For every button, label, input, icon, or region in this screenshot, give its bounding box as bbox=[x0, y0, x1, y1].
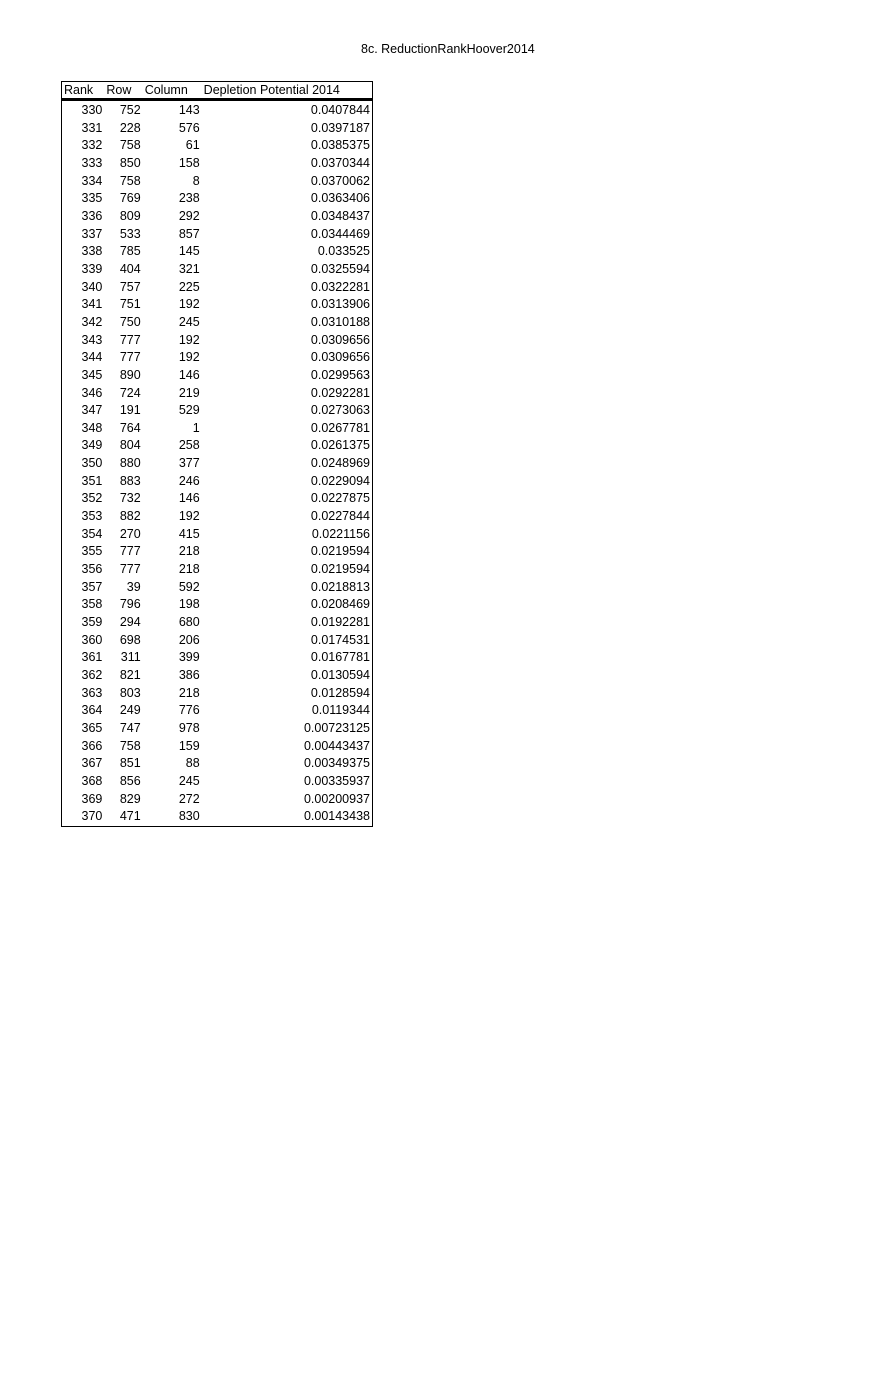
cell-rank: 362 bbox=[81, 668, 103, 682]
table-row bbox=[62, 402, 373, 420]
cell-depletion-potential: 0.0167781 bbox=[310, 650, 370, 665]
cell-depletion-potential: 0.0309656 bbox=[310, 350, 370, 365]
cell-rank: 341 bbox=[81, 297, 103, 312]
table-row bbox=[62, 473, 373, 491]
cell-rank: 364 bbox=[81, 703, 103, 718]
table-row bbox=[62, 349, 373, 367]
cell-rank: 337 bbox=[81, 226, 103, 241]
cell-depletion-potential: 0.0192281 bbox=[310, 615, 370, 630]
table-body bbox=[62, 100, 373, 827]
cell-rank: 360 bbox=[81, 632, 103, 647]
cell-rank: 330 bbox=[81, 103, 103, 117]
cell-rank: 350 bbox=[81, 456, 103, 471]
cell-depletion-potential: 0.00443437 bbox=[303, 738, 370, 753]
header-depletion-potential: Depletion Potential 2014 bbox=[202, 82, 373, 100]
cell-column: 321 bbox=[178, 261, 200, 276]
cell-rank: 351 bbox=[81, 473, 103, 488]
cell-column: 272 bbox=[178, 791, 200, 806]
cell-rank: 366 bbox=[81, 738, 103, 753]
cell-rank: 369 bbox=[81, 791, 103, 806]
cell-rank: 352 bbox=[81, 491, 103, 506]
cell-row: 829 bbox=[119, 791, 141, 806]
cell-depletion-potential: 0.0370344 bbox=[310, 155, 370, 170]
cell-row: 809 bbox=[119, 208, 141, 223]
cell-depletion-potential: 0.0299563 bbox=[310, 367, 370, 382]
cell-column: 192 bbox=[178, 332, 200, 347]
cell-rank: 368 bbox=[81, 773, 103, 788]
cell-row: 757 bbox=[119, 279, 141, 294]
cell-depletion-potential: 0.0370062 bbox=[310, 173, 370, 188]
cell-column: 192 bbox=[178, 297, 200, 312]
cell-row: 758 bbox=[119, 138, 141, 153]
table-row bbox=[62, 173, 373, 191]
table-row bbox=[62, 332, 373, 350]
cell-row: 851 bbox=[119, 756, 141, 771]
cell-rank: 363 bbox=[81, 685, 103, 700]
cell-row: 294 bbox=[119, 615, 141, 630]
cell-row: 724 bbox=[119, 385, 141, 400]
cell-depletion-potential: 0.0344469 bbox=[310, 226, 370, 241]
cell-depletion-potential: 0.0363406 bbox=[310, 191, 370, 206]
cell-row: 785 bbox=[119, 244, 141, 259]
cell-depletion-potential: 0.0407844 bbox=[310, 103, 370, 117]
cell-rank: 355 bbox=[81, 544, 103, 559]
table-row bbox=[62, 190, 373, 208]
table-row bbox=[62, 137, 373, 155]
cell-column: 592 bbox=[178, 579, 200, 594]
table-row bbox=[62, 667, 373, 685]
table-row bbox=[62, 296, 373, 314]
cell-column: 146 bbox=[178, 491, 200, 506]
cell-column: 159 bbox=[178, 738, 200, 753]
cell-depletion-potential: 0.0174531 bbox=[310, 632, 370, 647]
cell-column: 146 bbox=[178, 367, 200, 382]
cell-depletion-potential: 0.0309656 bbox=[310, 332, 370, 347]
cell-depletion-potential: 0.0292281 bbox=[310, 385, 370, 400]
cell-column: 198 bbox=[178, 597, 200, 612]
cell-depletion-potential: 0.0267781 bbox=[310, 420, 370, 435]
cell-row: 777 bbox=[119, 562, 141, 577]
cell-column: 225 bbox=[178, 279, 200, 294]
cell-rank: 347 bbox=[81, 403, 103, 418]
cell-rank: 338 bbox=[81, 244, 103, 259]
cell-row: 880 bbox=[119, 456, 141, 471]
cell-rank: 349 bbox=[81, 438, 103, 453]
cell-depletion-potential: 0.0313906 bbox=[310, 297, 370, 312]
cell-row: 39 bbox=[126, 579, 141, 594]
cell-rank: 336 bbox=[81, 208, 103, 223]
cell-column: 143 bbox=[178, 103, 200, 117]
cell-column: 218 bbox=[178, 562, 200, 577]
table-row bbox=[62, 561, 373, 579]
cell-row: 533 bbox=[119, 226, 141, 241]
cell-rank: 343 bbox=[81, 332, 103, 347]
cell-rank: 353 bbox=[81, 509, 103, 524]
cell-row: 777 bbox=[119, 350, 141, 365]
cell-row: 883 bbox=[119, 473, 141, 488]
table-row bbox=[62, 155, 373, 173]
cell-depletion-potential: 0.0119344 bbox=[311, 703, 370, 718]
cell-column: 399 bbox=[178, 650, 200, 665]
cell-rank: 356 bbox=[81, 562, 103, 577]
table-row bbox=[62, 543, 373, 561]
cell-column: 158 bbox=[178, 155, 200, 170]
table-row bbox=[62, 208, 373, 226]
table-row bbox=[62, 490, 373, 508]
table-row bbox=[62, 437, 373, 455]
cell-depletion-potential: 0.0261375 bbox=[310, 438, 370, 453]
cell-column: 258 bbox=[178, 438, 200, 453]
table-row bbox=[62, 279, 373, 297]
table-row bbox=[62, 120, 373, 138]
cell-rank: 342 bbox=[81, 314, 103, 329]
cell-row: 698 bbox=[119, 632, 141, 647]
header-row-label: Row bbox=[104, 82, 142, 100]
header-column: Column bbox=[143, 82, 202, 100]
cell-row: 751 bbox=[119, 297, 141, 312]
table-row bbox=[62, 702, 373, 720]
table-row bbox=[62, 755, 373, 773]
cell-column: 192 bbox=[178, 509, 200, 524]
cell-column: 246 bbox=[178, 473, 200, 488]
cell-rank: 365 bbox=[81, 720, 103, 735]
table-row bbox=[62, 226, 373, 244]
cell-column: 61 bbox=[185, 138, 200, 153]
cell-row: 882 bbox=[119, 509, 141, 524]
cell-row: 769 bbox=[119, 191, 141, 206]
cell-column: 415 bbox=[178, 526, 200, 541]
cell-depletion-potential: 0.00200937 bbox=[303, 791, 370, 806]
cell-rank: 370 bbox=[81, 809, 103, 824]
cell-row: 311 bbox=[120, 650, 141, 665]
cell-depletion-potential: 0.0227875 bbox=[310, 491, 370, 506]
cell-depletion-potential: 0.0227844 bbox=[310, 509, 370, 524]
table-row bbox=[62, 367, 373, 385]
cell-row: 821 bbox=[119, 668, 141, 682]
cell-row: 404 bbox=[119, 261, 141, 276]
cell-column: 857 bbox=[178, 226, 200, 241]
cell-column: 978 bbox=[178, 720, 200, 735]
table-row bbox=[62, 791, 373, 809]
cell-column: 218 bbox=[178, 685, 200, 700]
cell-depletion-potential: 0.0218813 bbox=[310, 579, 370, 594]
cell-row: 850 bbox=[119, 155, 141, 170]
table-row bbox=[62, 508, 373, 526]
cell-row: 732 bbox=[119, 491, 141, 506]
cell-depletion-potential: 0.0219594 bbox=[310, 544, 370, 559]
cell-depletion-potential: 0.0310188 bbox=[310, 314, 370, 329]
table-row bbox=[62, 261, 373, 279]
cell-row: 758 bbox=[119, 173, 141, 188]
cell-row: 890 bbox=[119, 367, 141, 382]
table-header bbox=[62, 82, 373, 100]
cell-row: 228 bbox=[119, 120, 141, 135]
table-row bbox=[62, 385, 373, 403]
cell-depletion-potential: 0.0385375 bbox=[310, 138, 370, 153]
table-row bbox=[62, 808, 373, 826]
cell-column: 1 bbox=[192, 420, 200, 435]
table-row bbox=[62, 526, 373, 544]
cell-row: 747 bbox=[119, 720, 141, 735]
cell-column: 776 bbox=[178, 703, 200, 718]
table-row bbox=[62, 243, 373, 261]
table-row bbox=[62, 420, 373, 438]
cell-row: 752 bbox=[119, 103, 141, 117]
cell-row: 191 bbox=[119, 403, 141, 418]
cell-rank: 357 bbox=[81, 579, 103, 594]
cell-row: 804 bbox=[119, 438, 141, 453]
cell-depletion-potential: 0.0322281 bbox=[310, 279, 370, 294]
cell-row: 796 bbox=[119, 597, 141, 612]
cell-depletion-potential: 0.0128594 bbox=[310, 685, 370, 700]
cell-column: 145 bbox=[178, 244, 200, 259]
cell-column: 245 bbox=[178, 773, 200, 788]
cell-column: 218 bbox=[178, 544, 200, 559]
cell-column: 88 bbox=[185, 756, 200, 771]
cell-depletion-potential: 0.0273063 bbox=[310, 403, 370, 418]
depletion-rank-table bbox=[61, 81, 373, 827]
cell-depletion-potential: 0.0208469 bbox=[310, 597, 370, 612]
cell-depletion-potential: 0.0325594 bbox=[310, 261, 370, 276]
page-title-text: 8c. ReductionRankHoover2014 bbox=[361, 42, 535, 56]
cell-depletion-potential: 0.0248969 bbox=[310, 456, 370, 471]
table-row bbox=[62, 455, 373, 473]
cell-column: 238 bbox=[178, 191, 200, 206]
table-row bbox=[62, 314, 373, 332]
cell-row: 471 bbox=[119, 809, 141, 824]
cell-depletion-potential: 0.00143438 bbox=[303, 809, 370, 824]
cell-depletion-potential: 0.0219594 bbox=[310, 562, 370, 577]
cell-row: 750 bbox=[119, 314, 141, 329]
table-row bbox=[62, 596, 373, 614]
cell-rank: 346 bbox=[81, 385, 103, 400]
cell-row: 803 bbox=[119, 685, 141, 700]
cell-rank: 335 bbox=[81, 191, 103, 206]
cell-column: 680 bbox=[178, 615, 200, 630]
cell-depletion-potential: 0.0221156 bbox=[311, 526, 370, 541]
cell-depletion-potential: 0.0397187 bbox=[310, 120, 370, 135]
cell-column: 219 bbox=[178, 385, 200, 400]
cell-column: 8 bbox=[192, 173, 200, 188]
table-row bbox=[62, 738, 373, 756]
cell-rank: 339 bbox=[81, 261, 103, 276]
header-row bbox=[62, 82, 373, 100]
table-row bbox=[62, 720, 373, 738]
cell-column: 245 bbox=[178, 314, 200, 329]
cell-rank: 332 bbox=[81, 138, 103, 153]
table-row bbox=[62, 579, 373, 597]
cell-row: 777 bbox=[119, 332, 141, 347]
cell-rank: 345 bbox=[81, 367, 103, 382]
cell-rank: 358 bbox=[81, 597, 103, 612]
table-row bbox=[62, 614, 373, 632]
cell-rank: 344 bbox=[81, 350, 103, 365]
table-row bbox=[62, 100, 373, 120]
cell-rank: 354 bbox=[81, 526, 103, 541]
cell-column: 192 bbox=[178, 350, 200, 365]
table-row bbox=[62, 685, 373, 703]
cell-depletion-potential: 0.0348437 bbox=[310, 208, 370, 223]
cell-rank: 334 bbox=[81, 173, 103, 188]
cell-column: 206 bbox=[178, 632, 200, 647]
cell-row: 758 bbox=[119, 738, 141, 753]
cell-rank: 361 bbox=[81, 650, 103, 665]
header-rank: Rank bbox=[62, 82, 105, 100]
cell-column: 830 bbox=[178, 809, 200, 824]
table-row bbox=[62, 649, 373, 667]
table-row bbox=[62, 632, 373, 650]
cell-depletion-potential: 0.00335937 bbox=[303, 773, 370, 788]
cell-rank: 331 bbox=[81, 120, 103, 135]
cell-column: 386 bbox=[178, 668, 200, 682]
cell-rank: 367 bbox=[81, 756, 103, 771]
table-row bbox=[62, 773, 373, 791]
cell-depletion-potential: 0.0130594 bbox=[310, 668, 370, 682]
cell-rank: 333 bbox=[81, 155, 103, 170]
cell-row: 270 bbox=[119, 526, 141, 541]
cell-row: 777 bbox=[119, 544, 141, 559]
cell-column: 292 bbox=[178, 208, 200, 223]
cell-rank: 340 bbox=[81, 279, 103, 294]
cell-row: 856 bbox=[119, 773, 141, 788]
cell-depletion-potential: 0.00349375 bbox=[303, 756, 370, 771]
cell-column: 377 bbox=[178, 456, 200, 471]
cell-row: 764 bbox=[119, 420, 141, 435]
cell-depletion-potential: 0.033525 bbox=[317, 244, 370, 259]
cell-depletion-potential: 0.0229094 bbox=[310, 473, 370, 488]
cell-rank: 348 bbox=[81, 420, 103, 435]
cell-column: 576 bbox=[178, 120, 200, 135]
cell-rank: 359 bbox=[81, 615, 103, 630]
cell-row: 249 bbox=[119, 703, 141, 718]
cell-column: 529 bbox=[178, 403, 200, 418]
cell-depletion-potential: 0.00723125 bbox=[303, 720, 370, 735]
